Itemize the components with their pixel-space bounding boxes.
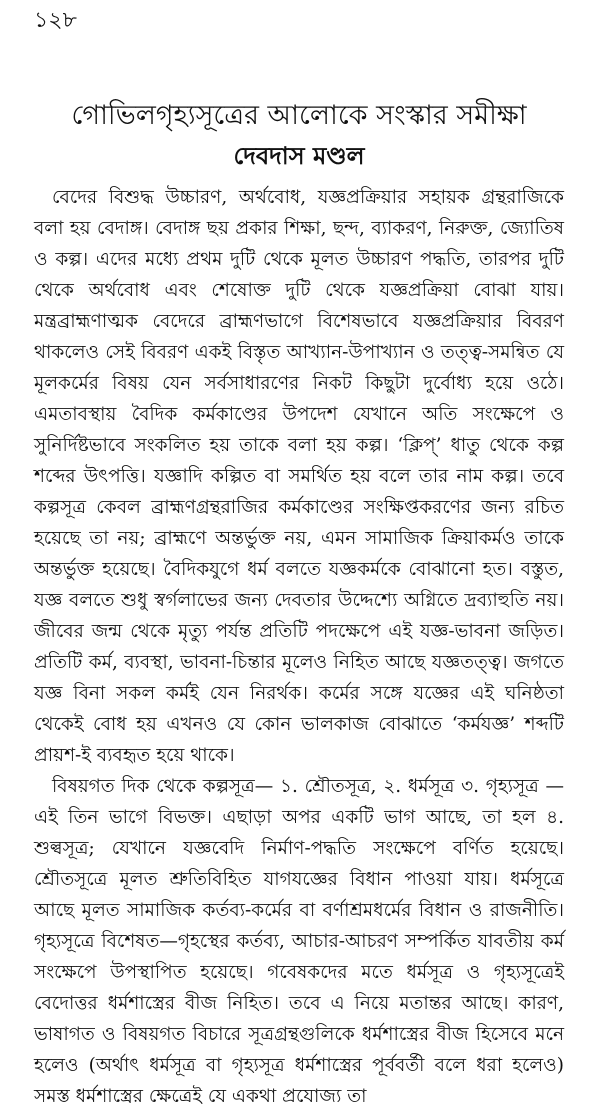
paragraph-1: বেদের বিশুদ্ধ উচ্চারণ, অর্থবোধ, যজ্ঞপ্রক্রিয়ার সহায়ক গ্রন্থরাজিকে বলা হয় বেদাঙ্গ। বেদাঙ্গ ছয় প্রকার শিক্ষা, ছন্দ, ব্যাকরণ, নিরুক্ত, জ্যোতিষ ও কল্প। এদের মধ্যে প্রথম দুটি থেকে মূলত উচ্চারণ পদ্ধতি, তারপর দুটি থেকে অর্থবোধ এবং শেষোক্ত দুটি থেকে যজ্ঞপ্রক্রিয়া বোঝা যায়। মন্ত্রব্রাহ্মণাত্মক বেদেরে ব্রাহ্মণভাগে বিশেষভাবে যজ্ঞপ্রক্রিয়ার বিবরণ থাকলেও সেই বিবরণ একই বিস্তৃত আখ্যান-উপাখ্যান ও তত্ত্ব-সমন্বিত যে মূলকর্মের বিষয় যেন সর্বসাধারণের নিকট কিছুটা দুর্বোধ্য হয়ে ওঠে। এমতাবস্থায় বৈদিক কর্মকাণ্ডের উপদেশ যেখানে অতি সংক্ষেপে ও সুনির্দিষ্টভাবে সংকলিত হয় তাকে বলা হয় কল্প। ‘ক্লিপ্’ ধাতু থেকে কল্প শব্দের উৎপত্তি। যজ্ঞাদি কল্পিত বা সমর্থিত হয় বলে তার নাম কল্প। তবে কল্পসূত্র কেবল ব্রাহ্মণগ্রন্থরাজির কর্মকাণ্ডের সংক্ষিপ্তকরণের জন্য রচিত হয়েছে তা নয়; ব্রাহ্মণে অন্তর্ভুক্ত নয়, এমন সামাজিক ক্রিয়াকর্মও তাকে অন্তর্ভুক্ত হয়েছে। বৈদিকযুগে ধর্ম বলতে যজ্ঞকর্মকে বোঝানো হত। বস্তুত, যজ্ঞ বলতে শুধু স্বর্গলাভের জন্য দেবতার উদ্দেশ্যে অগ্নিতে দ্রব্যাহুতি নয়। জীবের জন্ম থেকে মৃত্যু পর্যন্ত প্রতিটি পদক্ষেপে এই যজ্ঞ-ভাবনা জড়িত। প্রতিটি কর্ম, ব্যবস্থা, ভাবনা-চিন্তার মূলেও নিহিত আছে যজ্ঞতত্ত্ব। জগতে যজ্ঞ বিনা সকল কর্মই যেন নিরর্থক। কর্মের সঙ্গে যজ্ঞের এই ঘনিষ্ঠতা থেকেই বোধ হয় এখনও যে কোন ভালকাজ বোঝাতে ‘কর্মযজ্ঞ’ শব্দটি প্রায়শ-ই ব্যবহৃত হয়ে থাকে। [34, 187, 564, 766]
article-title: গোভিলগৃহ্যসূত্রের আলোকে সংস্কার সমীক্ষা [71, 100, 527, 131]
page-number: ১২৮ [34, 8, 77, 33]
article-body [34, 182, 564, 1112]
article-author: দেবদাস মণ্ডল [233, 141, 365, 170]
paragraph-2: বিষয়গত দিক থেকে কল্পসূত্র— ১. শ্রৌতসূত্র, ২. ধর্মসূত্র ৩. গৃহ্যসূত্র —এই তিন ভাগে বিভক্ত। এছাড়া অপর একটি ভাগ আছে, তা হল ৪. শুল্বসূত্র; যেখানে যজ্ঞবেদি নির্মাণ-পদ্ধতি সংক্ষেপে বর্ণিত হয়েছে। শ্রৌতসূত্রে মূলত শ্রুতিবিহিত যাগযজ্ঞের বিধান পাওয়া যায়। ধর্মসূত্রে আছে মূলত সামাজিক কর্তব্য-কর্মের বা বর্ণাশ্রমধর্মের বিধান ও রাজনীতি। গৃহ্যসূত্রে বিশেষত—গৃহস্থের কর্তব্য, আচার-আচরণ সম্পর্কিত যাবতীয় কর্ম সংক্ষেপে উপস্থাপিত হয়েছে। গবেষকদের মতে ধর্মসূত্র ও গৃহ্যসূত্রেই বেদোত্তর ধর্মশাস্ত্রের বীজ নিহিত। তবে এ নিয়ে মতান্তর আছে। কারণ, ভাষাগত ও বিষয়গত বিচারে সূত্রগ্রন্থগুলিকে ধর্মশাস্ত্রের বীজ হিসেবে মনে হলেও (অর্থাৎ ধর্মসূত্র বা গৃহ্যসূত্র ধর্মশাস্ত্রের পূর্ববর্তী বলে ধরা হলেও) সমস্ত ধর্মশাস্ত্রের ক্ষেত্রেই যে একথা প্রযোজ্য তা [34, 776, 564, 1107]
